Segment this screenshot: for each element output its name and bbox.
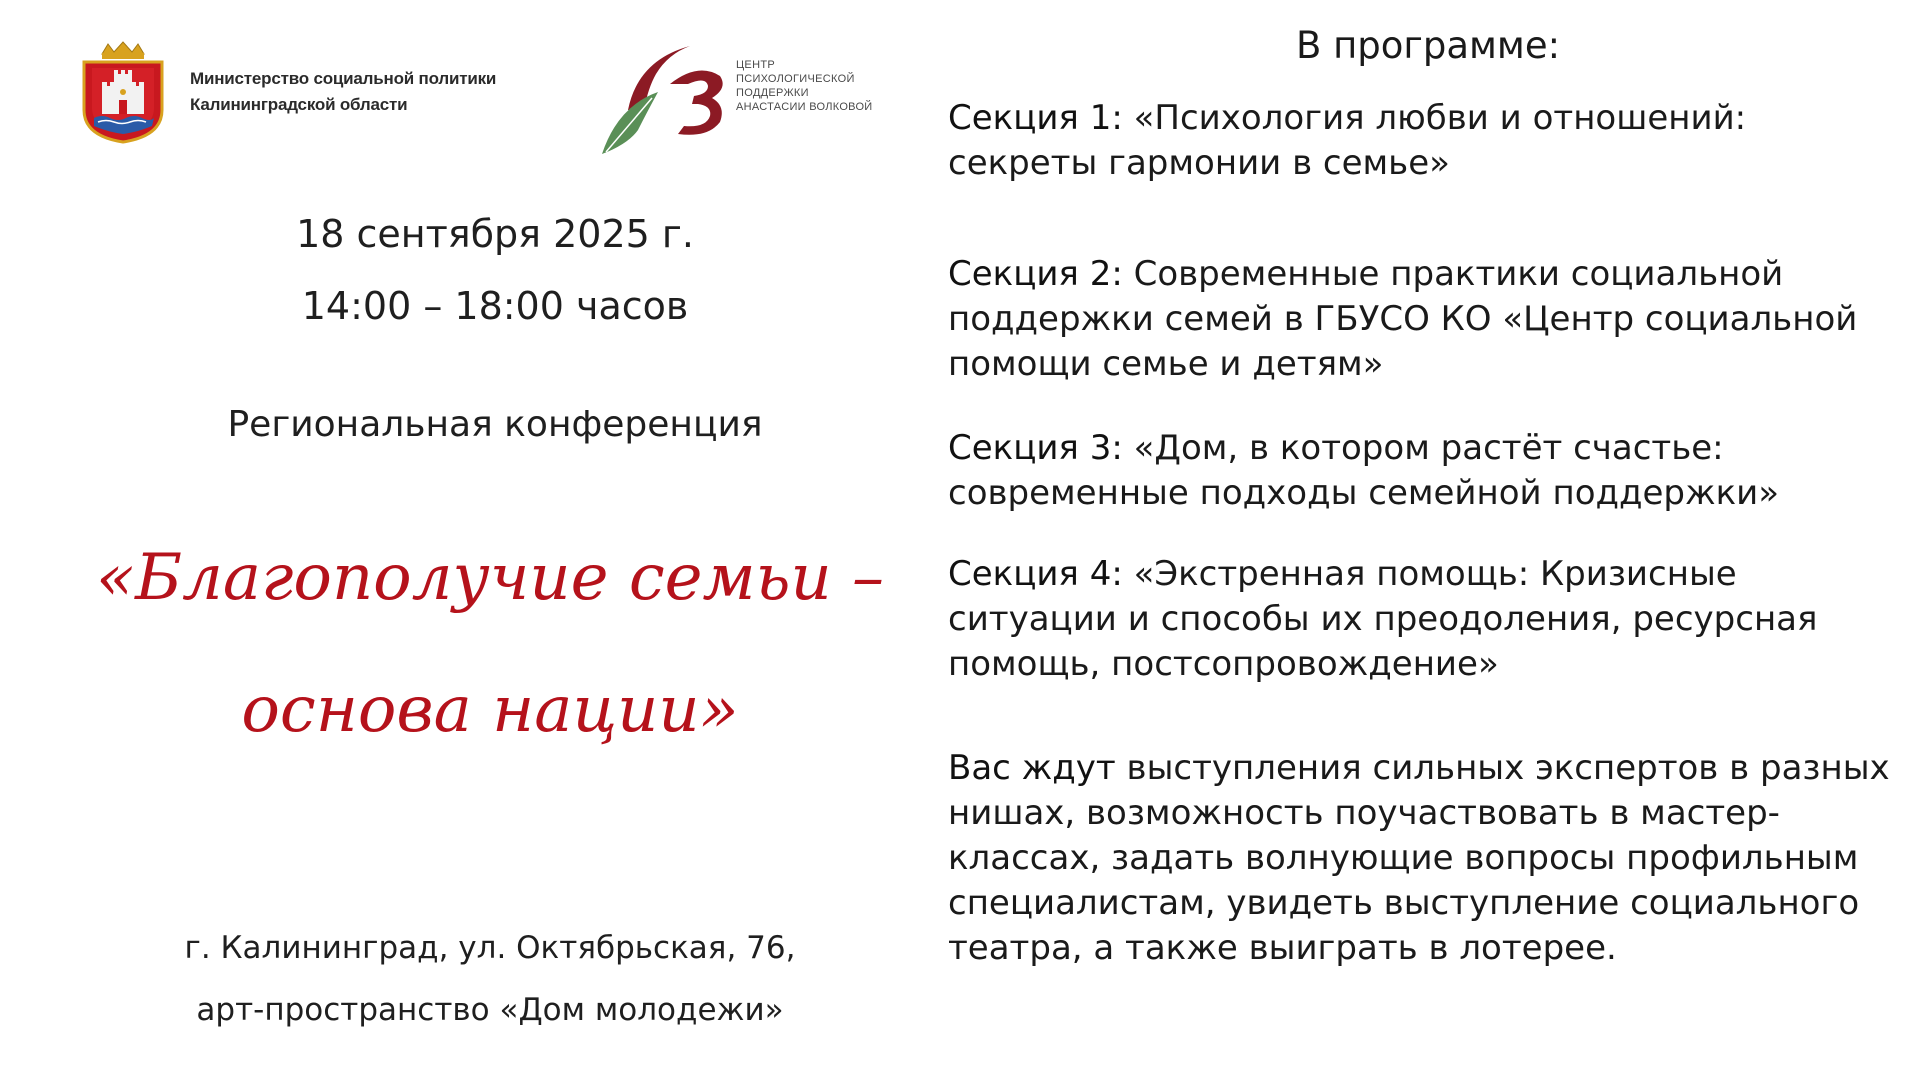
program-closing-paragraph	[948, 746, 1898, 971]
ministry-logo	[80, 40, 496, 144]
program-section-4	[948, 552, 1898, 687]
center-name-line3: ПОДДЕРЖКИ	[736, 87, 809, 99]
av-leaf-logo-icon	[598, 40, 734, 156]
section-text: «Дом, в котором растёт счастье: современные подходы семейной поддержки»	[948, 428, 1780, 513]
center-logo	[598, 40, 873, 156]
event-address-line2: арт-пространство «Дом молодежи»	[196, 992, 784, 1028]
program-section-2	[948, 252, 1898, 387]
event-title-line1: «Благополучие семьи –	[95, 541, 885, 615]
event-address-line1: г. Калининград, ул. Октябрьская, 76,	[184, 930, 796, 966]
ministry-name	[190, 66, 496, 118]
right-column	[948, 0, 1908, 1081]
center-name	[736, 58, 873, 114]
program-section-3	[948, 426, 1898, 516]
section-text: Современные практики социальной поддержки семей в ГБУСО КО «Центр социальной помощи семье и детям»	[948, 254, 1858, 384]
center-name-line1: ЦЕНТР	[736, 59, 775, 71]
event-time: 14:00 – 18:00 часов	[301, 284, 689, 328]
closing-lead: Вас ждут	[948, 748, 1116, 788]
program-section-1	[948, 96, 1898, 186]
program-heading: В программе:	[1295, 24, 1561, 67]
event-title	[0, 512, 980, 776]
section-label: Секция 1:	[948, 98, 1123, 138]
event-title-line2: основа нации»	[241, 673, 739, 747]
section-label: Секция 4:	[948, 554, 1123, 594]
section-label: Секция 2:	[948, 254, 1123, 294]
kaliningrad-crest-icon	[80, 40, 166, 144]
event-type: Региональная конференция	[227, 404, 763, 445]
closing-text: выступления сильных экспертов в разных нишах, возможность поучаствовать в мастер-классах, задать волнующие вопросы профильным специалистам, увидеть выступление социального театра, а также выиграть в лотерее.	[948, 748, 1890, 968]
center-name-line2: ПСИХОЛОГИЧЕСКОЙ	[736, 73, 855, 85]
section-text: «Экстренная помощь: Кризисные ситуации и способы их преодоления, ресурсная помощь, постсопровождение»	[948, 554, 1818, 684]
ministry-name-line2: Калининградской области	[190, 95, 408, 114]
left-column	[0, 0, 960, 1081]
center-name-line4: АНАСТАСИИ ВОЛКОВОЙ	[736, 101, 873, 113]
ministry-name-line1: Министерство социальной политики	[190, 69, 497, 88]
section-label: Секция 3:	[948, 428, 1123, 468]
event-date: 18 сентября 2025 г.	[296, 212, 694, 256]
section-text: «Психология любви и отношений: секреты гармонии в семье»	[948, 98, 1747, 183]
